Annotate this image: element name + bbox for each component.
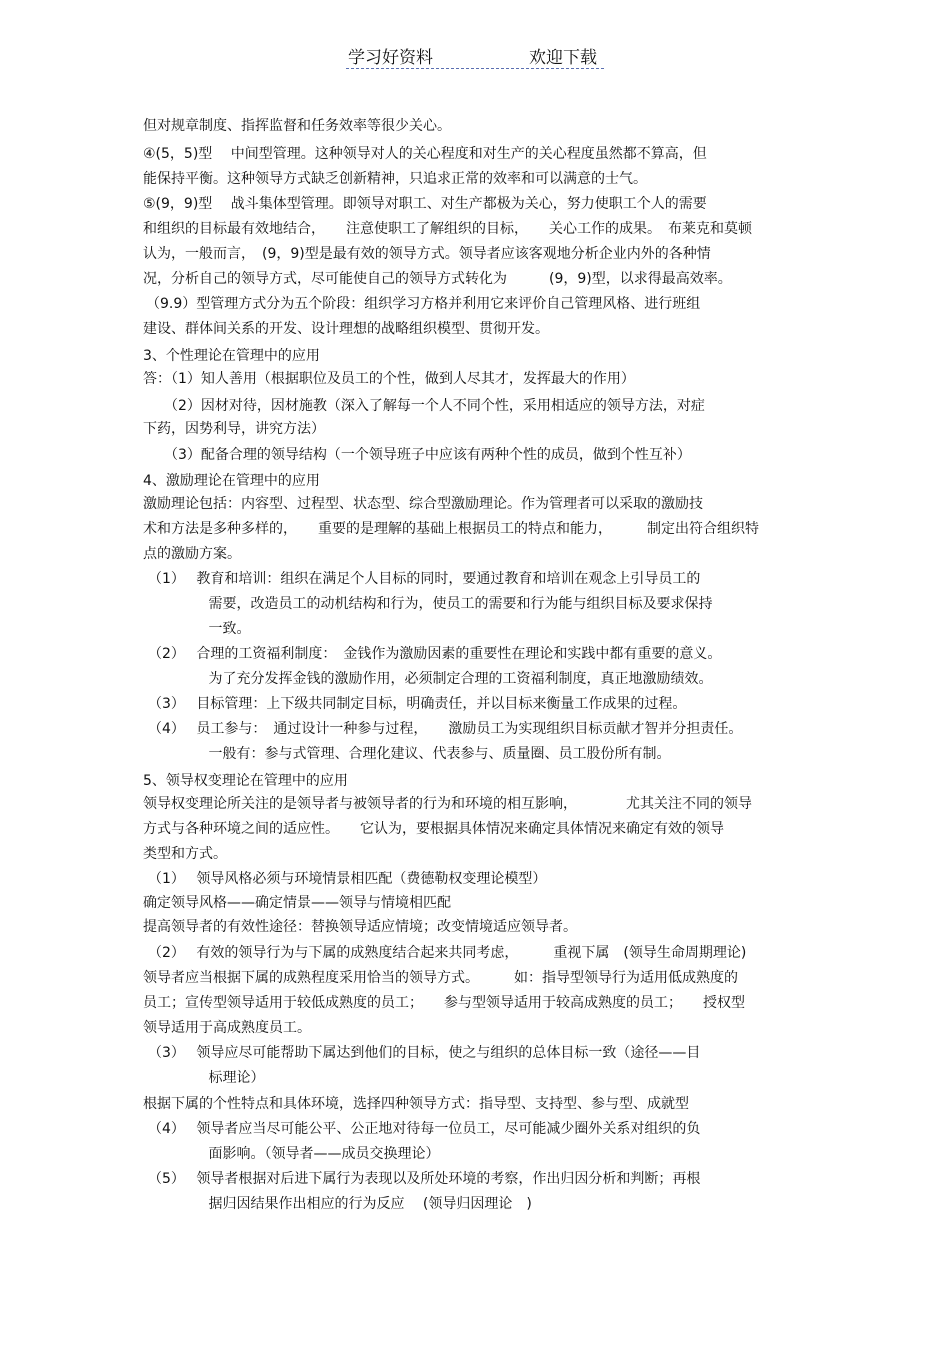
text-line: 类型和方式。 — [143, 846, 227, 862]
text-line: 下药，因势利导，讲究方法） — [143, 421, 325, 437]
text-line: 提高领导者的有效性途径：替换领导适应情境；改变情境适应领导者。 — [143, 919, 577, 935]
header-left-text: 学习好资料 — [348, 48, 433, 68]
text-line: （4） 领导者应当尽可能公平、公正地对待每一位员工，尽可能减少圈外关系对组织的负 — [148, 1121, 701, 1137]
header-right-text: 欢迎下载 — [529, 48, 597, 68]
text-line: （4） 员工参与： 通过设计一种参与过程， 激励员工为实现组织目标贡献才智并分担责任。 — [148, 721, 743, 737]
text-line: 和组织的目标最有效地结合， 注意使职工了解组织的目标， 关心工作的成果。 布莱克和莫顿 — [143, 221, 752, 237]
page-header — [346, 40, 604, 69]
text-line: 能保持平衡。这种领导方式缺乏创新精神，只追求正常的效率和可以满意的士气。 — [143, 171, 647, 187]
text-line: （9.9）型管理方式分为五个阶段：组织学习方格并利用它来评价自己管理风格、进行班组 — [146, 296, 701, 312]
text-line: （3）配备合理的领导结构（一个领导班子中应该有两种个性的成员，做到个性互补） — [143, 447, 691, 463]
text-line: 员工；宣传型领导适用于较低成熟度的员工； 参与型领导适用于较高成熟度的员工； 授权型 — [143, 995, 745, 1011]
text-line: 术和方法是多种多样的， 重要的是理解的基础上根据员工的特点和能力， 制定出符合组织特 — [143, 521, 759, 537]
text-line: 为了充分发挥金钱的激励作用，必须制定合理的工资福利制度，真正地激励绩效。 — [148, 671, 713, 687]
text-line: 激励理论包括：内容型、过程型、状态型、综合型激励理论。作为管理者可以采取的激励技 — [143, 496, 703, 512]
text-line: 领导权变理论所关注的是领导者与被领导者的行为和环境的相互影响， 尤其关注不同的领导 — [143, 796, 752, 812]
text-line: （1） 领导风格必须与环境情景相匹配（费德勒权变理论模型） — [148, 871, 547, 887]
text-line: ⑤(9，9)型 战斗集体型管理。即领导对职工、对生产都极为关心，努力使职工个人的需要 — [143, 196, 707, 212]
text-line: 认为，一般而言， (9，9)型是最有效的领导方式。领导者应该客观地分析企业内外的各种情 — [143, 246, 711, 262]
text-line: （2） 合理的工资福利制度： 金钱作为激励因素的重要性在理论和实践中都有重要的意义。 — [148, 646, 722, 662]
text-line: 建设、群体间关系的开发、设计理想的战略组织模型、贯彻开发。 — [143, 321, 549, 337]
text-line: 标理论） — [148, 1070, 265, 1086]
text-line: 据归因结果作出相应的行为反应 (领导归因理论 ) — [148, 1196, 532, 1212]
text-line: 4、激励理论在管理中的应用 — [143, 473, 320, 489]
text-line: 根据下属的个性特点和具体环境，选择四种领导方式：指导型、支持型、参与型、成就型 — [143, 1096, 689, 1112]
text-line: 点的激励方案。 — [143, 546, 241, 562]
text-line: （3） 目标管理：上下级共同制定目标，明确责任，并以目标来衡量工作成果的过程。 — [148, 696, 687, 712]
text-line: （2） 有效的领导行为与下属的成熟度结合起来共同考虑， 重视下属 (领导生命周期理论) — [148, 945, 747, 961]
text-line: ④(5，5)型 中间型管理。这种领导对人的关心程度和对生产的关心程度虽然都不算高，但 — [143, 146, 707, 162]
text-line: （3） 领导应尽可能帮助下属达到他们的目标，使之与组织的总体目标一致（途径——目 — [148, 1045, 701, 1061]
text-line: 需要，改造员工的动机结构和行为，使员工的需要和行为能与组织目标及要求保持 — [148, 596, 713, 612]
text-line: 一致。 — [148, 621, 251, 637]
text-line: （1） 教育和培训：组织在满足个人目标的同时，要通过教育和培训在观念上引导员工的 — [148, 571, 701, 587]
text-line: 领导适用于高成熟度员工。 — [143, 1020, 311, 1036]
text-line: 但对规章制度、指挥监督和任务效率等很少关心。 — [143, 118, 451, 134]
text-line: 面影响。（领导者——成员交换理论） — [148, 1146, 440, 1162]
text-line: 方式与各种环境之间的适应性。 它认为，要根据具体情况来确定具体情况来确定有效的领导 — [143, 821, 724, 837]
text-line: 况，分析自己的领导方式，尽可能使自己的领导方式转化为 (9，9)型，以求得最高效率。 — [143, 271, 732, 287]
text-line: 领导者应当根据下属的成熟程度采用恰当的领导方式。 如：指导型领导行为适用低成熟度的 — [143, 970, 738, 986]
text-line: 答：（1）知人善用（根据职位及员工的个性，做到人尽其才，发挥最大的作用） — [143, 371, 635, 387]
text-line: （5） 领导者根据对后进下属行为表现以及所处环境的考察，作出归因分析和判断；再根 — [148, 1171, 701, 1187]
text-line: 一般有：参与式管理、合理化建议、代表参与、质量圈、员工股份所有制。 — [148, 746, 671, 762]
text-line: 3、个性理论在管理中的应用 — [143, 348, 320, 364]
text-line: （2）因材对待，因材施教（深入了解每一个人不同个性，采用相适应的领导方法，对症 — [143, 398, 705, 414]
text-line: 5、领导权变理论在管理中的应用 — [143, 773, 348, 789]
text-line: 确定领导风格——确定情景——领导与情境相匹配 — [143, 895, 451, 911]
